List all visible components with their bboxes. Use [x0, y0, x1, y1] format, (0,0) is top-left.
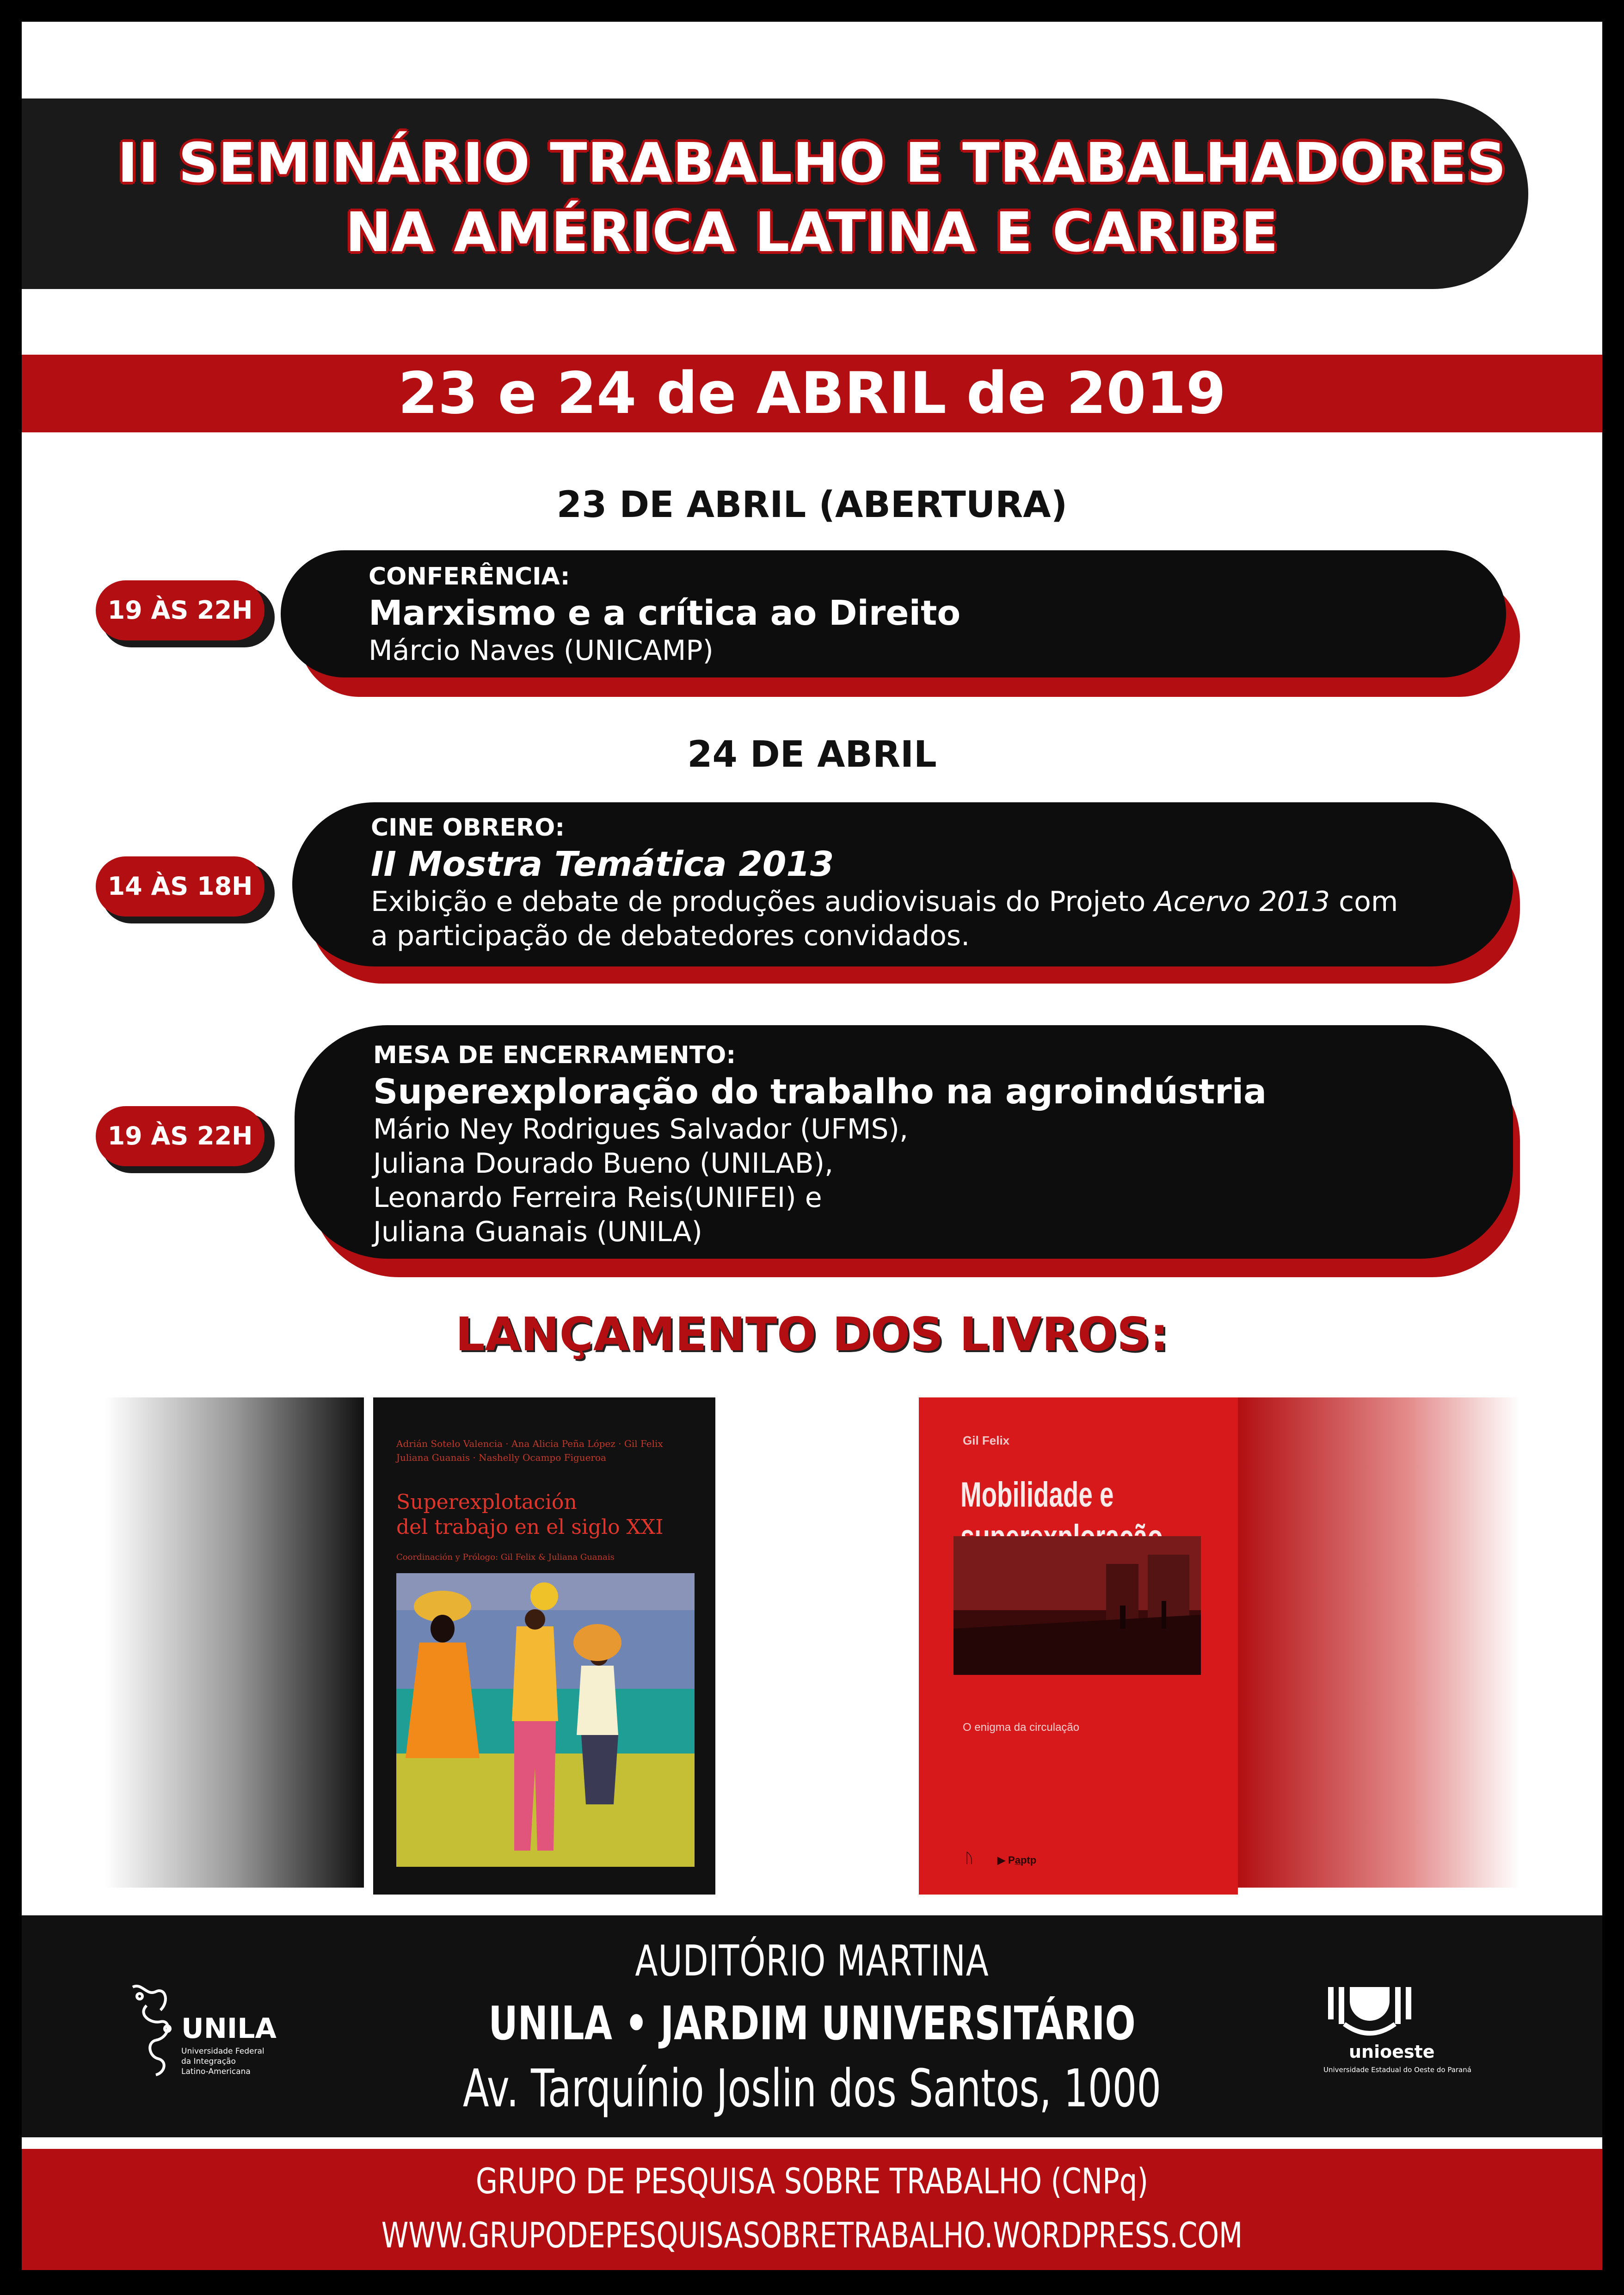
venue-address: Av. Tarquínio Joslin dos Santos, 1000: [462, 2059, 1162, 2119]
title-line-1: II SEMINÁRIO TRABALHO E TRABALHADORES: [117, 131, 1507, 195]
day2-heading: 24 DE ABRIL: [687, 734, 937, 775]
speaker-2: Juliana Dourado Bueno (UNILAB),: [373, 1147, 834, 1180]
event-description-line2: a participação de debatedores convidados.: [371, 920, 970, 952]
speaker-4: Juliana Guanais (UNILA): [373, 1216, 702, 1248]
book1-painting: [396, 1573, 695, 1867]
event-card-closing: [295, 1025, 1513, 1259]
speaker-1: Mário Ney Rodrigues Salvador (UFMS),: [373, 1113, 909, 1145]
event-dates: 23 e 24 de ABRIL de 2019: [398, 360, 1226, 427]
unila-logo-icon: [128, 1978, 179, 2080]
event-category: CINE OBRERO: [371, 814, 555, 842]
venue-line-1: AUDITÓRIO MARTINA: [635, 1936, 989, 1986]
book-gradient-right: [1238, 1397, 1520, 1888]
book1-subtitle: Coordinación y Prólogo: Gil Felix & Juliana Guanais: [396, 1552, 615, 1562]
unioeste-logo-name: unioeste: [1349, 2042, 1435, 2062]
book1-authors-2: Juliana Guanais · Nashelly Ocampo Figueroa: [396, 1452, 606, 1463]
event-card-cine: CINE OBRERO: II Mostra Temática 2013 Exibição e debate de produções audiovisuais do Projeto Acervo 2013 com a participação de debatedores convidados.: [292, 802, 1513, 966]
book2-title-1: Mobilidade e: [960, 1475, 1114, 1514]
book2-subtitle: O enigma da circulação: [963, 1721, 1080, 1734]
event-card-conference: CONFERÊNCIA: Marxismo e a crítica ao Direito Márcio Naves (UNICAMP): [281, 550, 1506, 677]
event-category: MESA DE ENCERRAMENTO:: [373, 1041, 736, 1069]
book1-title-1: Superexplotación: [396, 1490, 577, 1514]
event-title: Superexploração do trabalho na agroindústria: [373, 1072, 1267, 1112]
time-badge: 14 ÀS 18H: [96, 856, 265, 917]
event-title: Marxismo e a crítica ao Direito: [369, 593, 961, 633]
event-title: II Mostra Temática 2013: [371, 844, 834, 884]
speaker-3: Leonardo Ferreira Reis(UNIFEI) e: [373, 1181, 822, 1214]
time-badge: 19 ÀS 22H: [96, 580, 265, 640]
website-link[interactable]: WWW.GRUPODEPESQUISASOBRETRABALHO.WORDPRESS.COM: [381, 2215, 1243, 2256]
title-line-2: NA AMÉRICA LATINA E CARIBE: [345, 200, 1279, 264]
book-cover-mobilidade: [919, 1397, 1238, 1895]
unioeste-logo-icon: [1326, 1982, 1414, 2043]
book1-title-2: del trabajo en el siglo XXI: [396, 1515, 664, 1539]
book-cover-superexplotacion: [373, 1397, 715, 1895]
books-heading: LANÇAMENTO DOS LIVROS:: [455, 1307, 1169, 1361]
unila-logo-subtitle: Universidade Federal da Integração Latino-Americana: [181, 2047, 265, 2076]
unila-logo-name: UNILA: [181, 2012, 277, 2045]
book2-author: Gil Felix: [963, 1434, 1010, 1447]
unioeste-logo-subtitle: Universidade Estadual do Oeste do Paraná: [1323, 2066, 1471, 2074]
venue-line-2: UNILA • JARDIM UNIVERSITÁRIO: [488, 1996, 1136, 2050]
day1-heading: 23 DE ABRIL (ABERTURA): [556, 484, 1068, 526]
event-category: CONFERÊNCIA: [369, 563, 560, 591]
poster-title: [22, 128, 1602, 267]
book-gradient-left: [105, 1397, 364, 1888]
publisher-mark-icon: ᚢ: [965, 1851, 973, 1866]
poster-page: [22, 22, 1602, 2270]
time-badge: 19 ÀS 22H: [96, 1106, 265, 1166]
book2-photo: [953, 1536, 1201, 1675]
research-group: GRUPO DE PESQUISA SOBRE TRABALHO (CNPq): [475, 2160, 1149, 2202]
event-speaker: Márcio Naves (UNICAMP): [369, 634, 714, 667]
book1-authors-1: Adrián Sotelo Valencia · Ana Alicia Peña López · Gil Felix: [396, 1438, 663, 1449]
event-description: Exibição e debate de produções audiovisuais do Projeto Acervo 2013 com: [371, 886, 1398, 918]
publisher-name: ▶ Pa̲ptp: [997, 1854, 1037, 1866]
